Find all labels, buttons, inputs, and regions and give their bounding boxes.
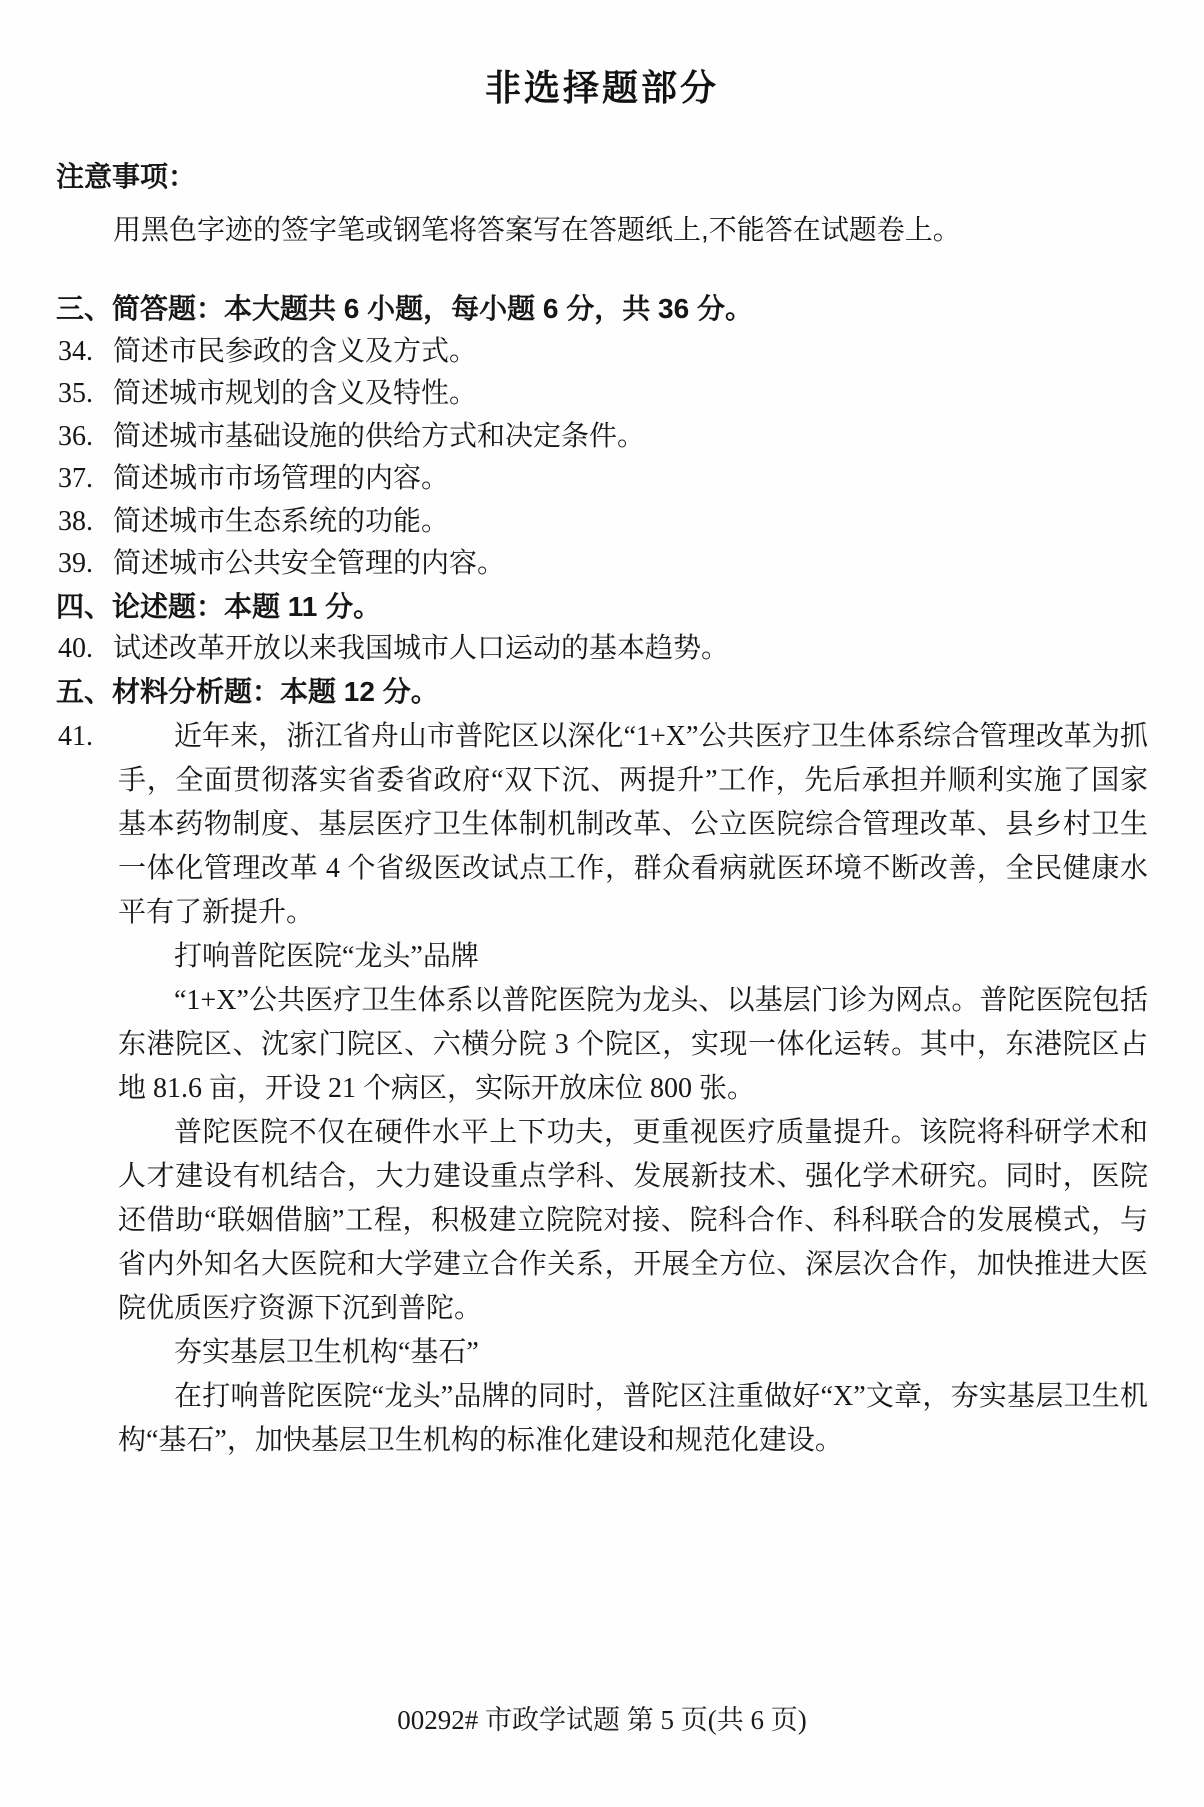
page-title: 非选择题部分 <box>484 67 719 108</box>
question-number: 37. <box>58 463 93 494</box>
notice-block <box>0 155 1204 248</box>
question-35 <box>0 373 1204 416</box>
notice-heading: 注意事项： <box>56 161 197 192</box>
page-footer: 00292# 市政学试题 第 5 页(共 6 页) <box>397 1705 807 1735</box>
section-4-heading: 四、论述题：本题 11 分。 <box>56 590 382 622</box>
material-subheading: 打响普陀医院“龙头”品牌 <box>174 941 479 972</box>
question-text: 简述城市生态系统的功能。 <box>113 505 450 537</box>
question-list <box>0 288 1204 713</box>
question-number: 39. <box>58 548 93 579</box>
question-number: 35. <box>58 378 93 409</box>
question-text: 简述城市市场管理的内容。 <box>113 463 450 494</box>
material-paragraph: 在打响普陀医院“龙头”品牌的同时，普陀区注重做好“X”文章，夯实基层卫生机构“基石”，加快基层卫生机构的标准化建设和规范化建设。 <box>118 1381 1148 1456</box>
section-3-heading: 三、简答题：本大题共 6 小题，每小题 6 分，共 36 分。 <box>56 293 753 324</box>
question-text: 简述城市基础设施的供给方式和决定条件。 <box>113 420 646 452</box>
material-paragraph: 近年来，浙江省舟山市普陀区以深化“1+X”公共医疗卫生体系综合管理改革为抓手，全面贯彻落实省委省政府“双下沉、两提升”工作，先后承担并顺利实施了国家基本药物制度、基层医疗卫生体制机制改革、公立医院综合管理改革、县乡村卫生一体化管理改革 4 个省级医改试点工作，群众看病就医环境不断改善，全民健康水平有了新提升。 <box>118 721 1148 928</box>
question-text: 简述城市规划的含义及特性。 <box>113 378 478 409</box>
question-number: 41. <box>58 721 93 752</box>
question-37 <box>0 458 1204 501</box>
question-number: 40. <box>58 633 93 664</box>
question-text: 试述改革开放以来我国城市人口运动的基本趋势。 <box>113 633 730 664</box>
question-text: 简述城市公共安全管理的内容。 <box>113 548 506 579</box>
question-text: 简述市民参政的含义及方式。 <box>113 335 478 367</box>
question-38 <box>0 501 1204 544</box>
question-number: 34. <box>58 335 93 367</box>
notice-body: 用黑色字迹的签字笔或钢笔将答案写在答题纸上,不能答在试题卷上。 <box>113 214 961 245</box>
question-number: 38. <box>58 505 93 537</box>
question-41-material <box>0 715 1204 1463</box>
material-paragraph: “1+X”公共医疗卫生体系以普陀医院为龙头、以基层门诊为网点。普陀医院包括东港院区、沈家门院区、六横分院 3 个院区，实现一体化运转。其中，东港院区占地 81.6 亩，开设 21 个病区，实际开放床位 800 张。 <box>118 985 1148 1104</box>
question-40 <box>0 628 1204 671</box>
question-39 <box>0 543 1204 586</box>
material-paragraph: 普陀医院不仅在硬件水平上下功夫，更重视医疗质量提升。该院将科研学术和人才建设有机结合，大力建设重点学科、发展新技术、强化学术研究。同时，医院还借助“联姻借脑”工程，积极建立院院对接、院科合作、科科联合的发展模式，与省内外知名大医院和大学建立合作关系，开展全方位、深层次合作，加快推进大医院优质医疗资源下沉到普陀。 <box>118 1117 1148 1324</box>
section-5-heading: 五、材料分析题：本题 12 分。 <box>56 675 439 707</box>
material-subheading: 夯实基层卫生机构“基石” <box>174 1337 479 1368</box>
question-36 <box>0 416 1204 459</box>
question-number: 36. <box>58 420 93 452</box>
question-34 <box>0 331 1204 374</box>
